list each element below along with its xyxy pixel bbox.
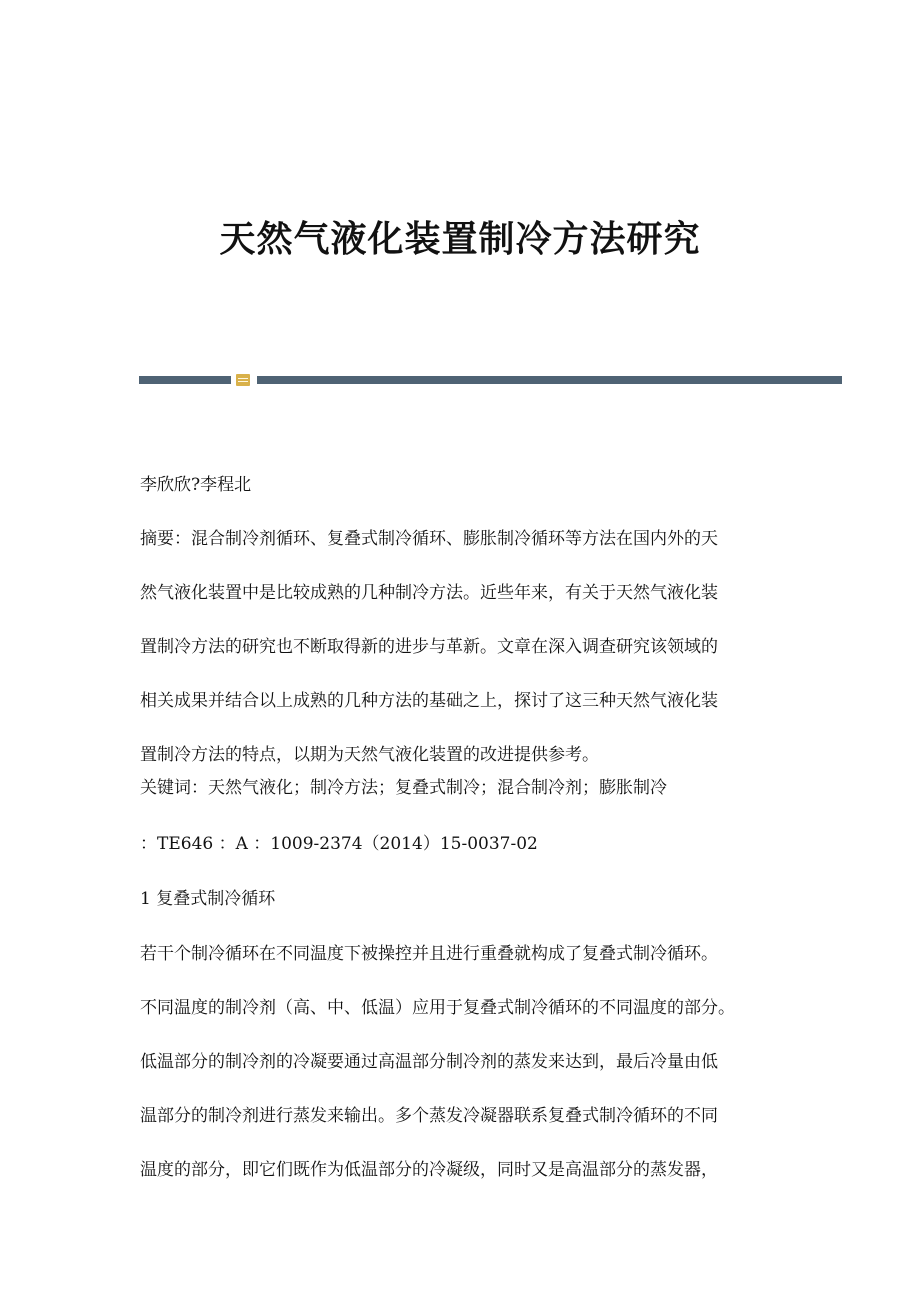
abstract xyxy=(140,527,800,797)
section-heading: 1 复叠式制冷循环 xyxy=(140,889,276,909)
abstract-line: 置制冷方法的特点，以期为天然气液化装置的改进提供参考。 xyxy=(140,745,599,765)
divider-bar-left xyxy=(139,376,231,384)
keywords-line: 关键词：天然气液化；制冷方法；复叠式制冷；混合制冷剂；膨胀制冷 xyxy=(140,778,667,798)
body-line: 温度的部分，即它们既作为低温部分的冷凝级，同时又是高温部分的蒸发器， xyxy=(140,1160,718,1180)
body-line: 不同温度的制冷剂（高、中、低温）应用于复叠式制冷循环的不同温度的部分。 xyxy=(140,998,735,1018)
body-line: 低温部分的制冷剂的冷凝要通过高温部分制冷剂的蒸发来达到，最后冷量由低 xyxy=(140,1052,718,1072)
abstract-line: 然气液化装置中是比较成熟的几种制冷方法。近些年来，有关于天然气液化装 xyxy=(140,583,718,603)
body-line: 温部分的制冷剂进行蒸发来输出。多个蒸发冷凝器联系复叠式制冷循环的不同 xyxy=(140,1106,718,1126)
document-icon xyxy=(236,374,250,386)
document-title: 天然气液化装置制冷方法研究 xyxy=(219,218,701,260)
body-line: 若干个制冷循环在不同温度下被操控并且进行重叠就构成了复叠式制冷循环。 xyxy=(140,944,718,964)
classification-line: ：TE646 ：A ：1009-2374（2014）15-0037-02 xyxy=(140,834,538,854)
abstract-line: 置制冷方法的研究也不断取得新的进步与革新。文章在深入调查研究该领域的 xyxy=(140,637,718,657)
title-divider xyxy=(139,373,842,387)
abstract-line: 摘要：混合制冷剂循环、复叠式制冷循环、膨胀制冷循环等方法在国内外的天 xyxy=(140,529,718,549)
section-body xyxy=(140,942,800,1212)
abstract-line: 相关成果并结合以上成熟的几种方法的基础之上，探讨了这三种天然气液化装 xyxy=(140,691,718,711)
divider-bar-right xyxy=(257,376,842,384)
author-line: 李欣欣?李程北 xyxy=(140,475,252,495)
